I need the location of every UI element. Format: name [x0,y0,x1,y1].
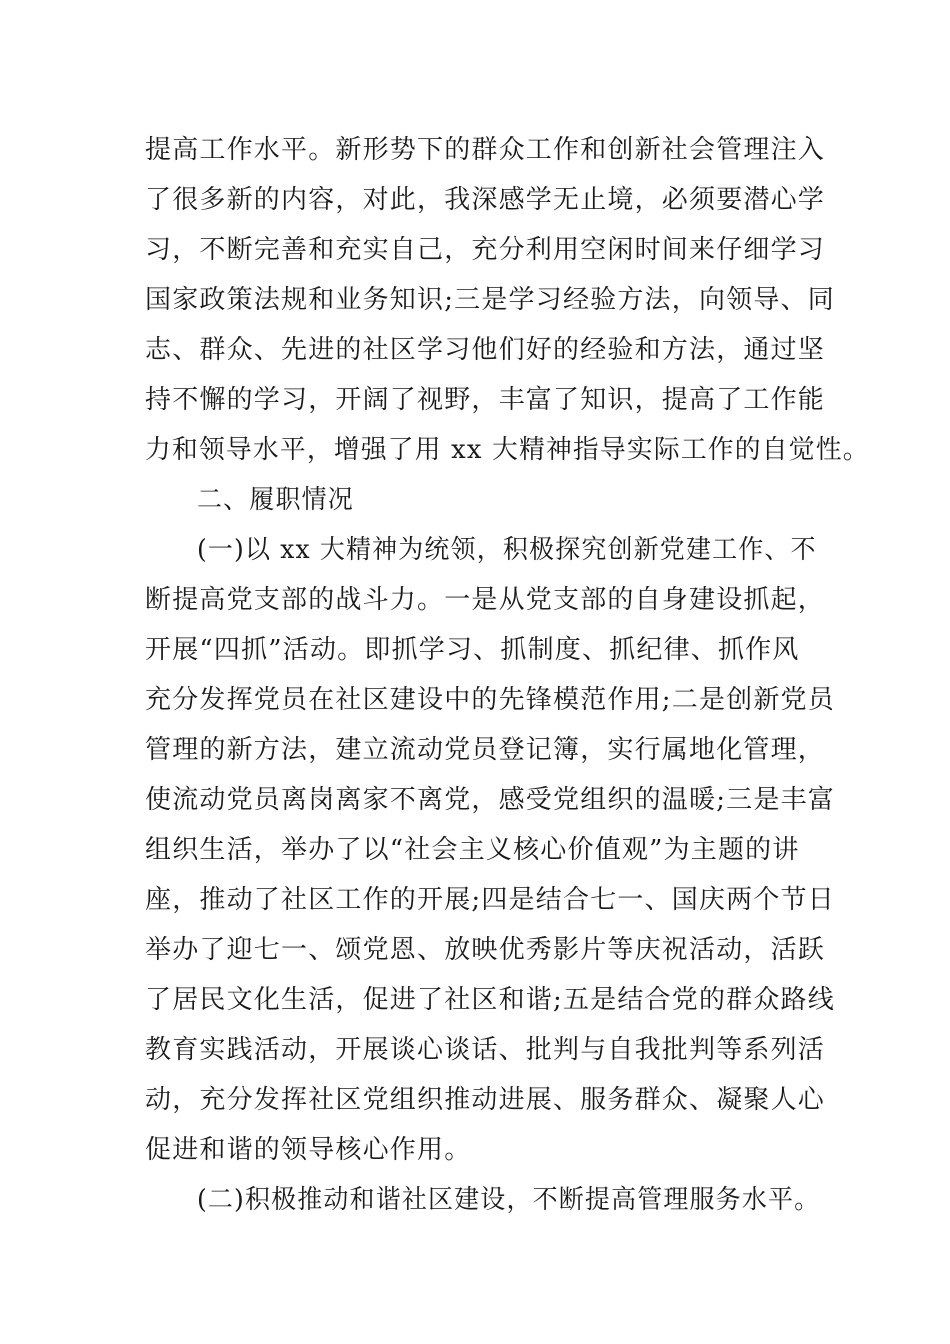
section-heading: 二、履职情况 [197,485,354,515]
subsection-heading-line: (一)以 xx 大精神为统领，积极探究创新党建工作、不 [197,535,817,565]
body-text-line: 管理的新方法，建立流动党员登记簿，实行属地化管理， [145,735,826,765]
body-text-line: 座，推动了社区工作的开展;四是结合七一、国庆两个节日 [145,885,835,915]
body-text-line: 动，充分发挥社区党组织推动进展、服务群众、凝聚人心 [145,1085,826,1115]
body-text-line: 组织生活，举办了以“社会主义核心价值观”为主题的讲 [145,835,800,865]
body-text-line: 使流动党员离岗离家不离党，感受党组织的温暖;三是丰富 [145,785,835,815]
body-text-line: 教育实践活动，开展谈心谈话、批判与自我批判等系列活 [145,1035,826,1065]
body-text-line: 促进和谐的领导核心作用。 [145,1135,472,1165]
body-text-line: 举办了迎七一、颂党恩、放映优秀影片等庆祝活动，活跃 [145,935,826,965]
body-text-line: 充分发挥党员在社区建设中的先锋模范作用;二是创新党员 [145,685,835,715]
subsection-heading-line: (二)积极推动和谐社区建设，不断提高管理服务水平。 [197,1185,821,1215]
body-text-line: 开展“四抓”活动。即抓学习、抓制度、抓纪律、抓作风 [145,635,800,665]
body-text-line: 力和领导水平，增强了用 xx 大精神指导实际工作的自觉性。 [145,435,870,465]
body-text-line: 了居民文化生活，促进了社区和谐;五是结合党的群众路线 [145,985,835,1015]
body-text-line: 习，不断完善和充实自己，充分利用空闲时间来仔细学习 [145,235,826,265]
body-text-line: 持不懈的学习，开阔了视野，丰富了知识，提高了工作能 [145,385,826,415]
body-text-line: 志、群众、先进的社区学习他们好的经验和方法，通过坚 [145,335,826,365]
body-text-line: 国家政策法规和业务知识;三是学习经验方法，向领导、同 [145,285,835,315]
body-text-line: 了很多新的内容，对此，我深感学无止境，必须要潜心学 [145,185,826,215]
body-text-line: 提高工作水平。新形势下的群众工作和创新社会管理注入 [145,135,826,165]
body-text-line: 断提高党支部的战斗力。一是从党支部的自身建设抓起， [145,585,826,615]
